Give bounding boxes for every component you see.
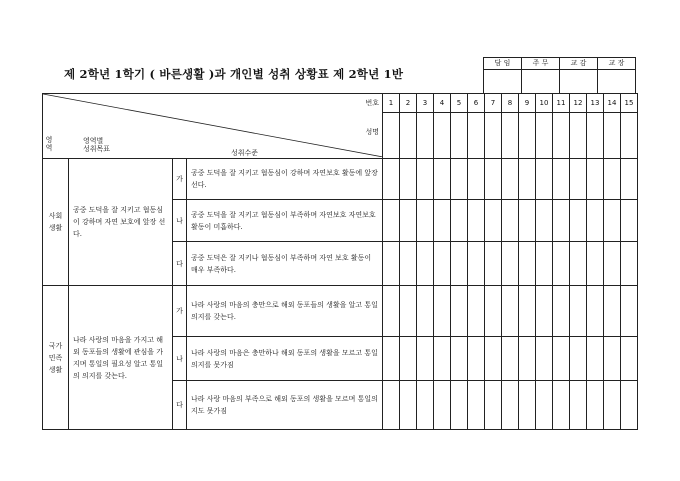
score-cell[interactable] xyxy=(553,381,570,430)
area-name: 국가 민족 생활 xyxy=(43,286,69,430)
score-cell[interactable] xyxy=(502,159,519,200)
score-cell[interactable] xyxy=(621,159,638,200)
name-cell[interactable] xyxy=(536,113,553,159)
level-description: 나라 사랑의 마음의 충만으로 해외 동포들의 생활을 알고 통일의지를 갖는다. xyxy=(187,286,383,337)
level-mark: 가 xyxy=(173,286,187,337)
level-description: 공중 도덕을 잘 지키고 협동심이 부족하며 자연보호 자연보호 활동이 미흡하다. xyxy=(187,200,383,242)
score-cell[interactable] xyxy=(485,159,502,200)
score-cell[interactable] xyxy=(519,381,536,430)
score-cell[interactable] xyxy=(434,159,451,200)
score-cell[interactable] xyxy=(604,242,621,286)
student-number: 11 xyxy=(553,94,570,113)
student-number: 14 xyxy=(604,94,621,113)
score-cell[interactable] xyxy=(502,381,519,430)
score-cell[interactable] xyxy=(519,242,536,286)
score-cell[interactable] xyxy=(570,381,587,430)
score-cell[interactable] xyxy=(587,286,604,337)
score-cell[interactable] xyxy=(587,159,604,200)
score-cell[interactable] xyxy=(485,200,502,242)
area-goal: 나라 사랑의 마음을 가지고 해외 동포들의 생활에 관심을 가지며 통일의 필요성 알고 통일의 의지를 갖는다. xyxy=(69,286,173,430)
score-cell[interactable] xyxy=(502,200,519,242)
name-cell[interactable] xyxy=(468,113,485,159)
score-cell[interactable] xyxy=(451,381,468,430)
approval-label: 주 무 xyxy=(522,58,560,70)
name-label: 성명 xyxy=(365,128,379,136)
level-description: 나라 사랑의 마음은 충만하나 해외 동포의 생활을 모르고 통일의지를 못가짐 xyxy=(187,337,383,381)
score-cell[interactable] xyxy=(587,200,604,242)
score-cell[interactable] xyxy=(502,286,519,337)
score-cell[interactable] xyxy=(536,159,553,200)
score-cell[interactable] xyxy=(451,286,468,337)
score-cell[interactable] xyxy=(400,242,417,286)
score-cell[interactable] xyxy=(553,337,570,381)
score-cell[interactable] xyxy=(621,200,638,242)
score-cell[interactable] xyxy=(434,242,451,286)
student-number: 9 xyxy=(519,94,536,113)
score-cell[interactable] xyxy=(519,200,536,242)
score-cell[interactable] xyxy=(451,159,468,200)
student-number: 7 xyxy=(485,94,502,113)
score-cell[interactable] xyxy=(434,200,451,242)
student-number: 2 xyxy=(400,94,417,113)
name-cell[interactable] xyxy=(519,113,536,159)
score-cell[interactable] xyxy=(485,337,502,381)
approval-label: 담 임 xyxy=(484,58,522,70)
level-mark: 가 xyxy=(173,159,187,200)
page-title: 제 2학년 1학기 ( 바른생활 )과 개인별 성취 상황표 제 2학년 1반 xyxy=(64,67,404,81)
student-number: 15 xyxy=(621,94,638,113)
name-cell[interactable] xyxy=(485,113,502,159)
score-cell[interactable] xyxy=(417,381,434,430)
score-cell[interactable] xyxy=(536,200,553,242)
score-cell[interactable] xyxy=(417,242,434,286)
score-cell[interactable] xyxy=(621,337,638,381)
score-cell[interactable] xyxy=(621,286,638,337)
approval-label: 교 장 xyxy=(598,58,636,70)
score-cell[interactable] xyxy=(468,286,485,337)
signature-cell[interactable] xyxy=(598,70,636,94)
score-cell[interactable] xyxy=(604,159,621,200)
score-cell[interactable] xyxy=(570,337,587,381)
score-cell[interactable] xyxy=(417,200,434,242)
name-cell[interactable] xyxy=(434,113,451,159)
student-number: 12 xyxy=(570,94,587,113)
score-cell[interactable] xyxy=(536,337,553,381)
score-cell[interactable] xyxy=(519,286,536,337)
score-cell[interactable] xyxy=(587,242,604,286)
student-number: 4 xyxy=(434,94,451,113)
level-description: 공중 도덕을 잘 지키고 협동심이 강하며 자연보호 활동에 앞장선다. xyxy=(187,159,383,200)
score-cell[interactable] xyxy=(383,242,400,286)
score-cell[interactable] xyxy=(434,337,451,381)
score-cell[interactable] xyxy=(519,159,536,200)
achievement-table xyxy=(42,93,638,430)
score-cell[interactable] xyxy=(434,381,451,430)
score-cell[interactable] xyxy=(536,381,553,430)
score-cell[interactable] xyxy=(400,200,417,242)
score-cell[interactable] xyxy=(604,337,621,381)
score-cell[interactable] xyxy=(383,200,400,242)
score-cell[interactable] xyxy=(383,286,400,337)
score-cell[interactable] xyxy=(417,337,434,381)
score-cell[interactable] xyxy=(553,159,570,200)
score-cell[interactable] xyxy=(553,242,570,286)
name-cell[interactable] xyxy=(502,113,519,159)
name-cell[interactable] xyxy=(621,113,638,159)
score-cell[interactable] xyxy=(587,337,604,381)
area-name: 사회 생활 xyxy=(43,159,69,286)
score-cell[interactable] xyxy=(621,242,638,286)
score-cell[interactable] xyxy=(485,286,502,337)
score-cell[interactable] xyxy=(383,159,400,200)
table-row xyxy=(43,286,638,337)
score-cell[interactable] xyxy=(536,242,553,286)
number-label: 번호 xyxy=(365,99,379,107)
name-cell[interactable] xyxy=(417,113,434,159)
level-description: 공중 도덕은 잘 지키나 협동심이 부족하며 자연 보호 활동이 매우 부족하다. xyxy=(187,242,383,286)
score-cell[interactable] xyxy=(604,200,621,242)
student-number: 10 xyxy=(536,94,553,113)
score-cell[interactable] xyxy=(383,381,400,430)
score-cell[interactable] xyxy=(400,286,417,337)
name-cell[interactable] xyxy=(400,113,417,159)
score-cell[interactable] xyxy=(451,337,468,381)
score-cell[interactable] xyxy=(468,242,485,286)
score-cell[interactable] xyxy=(587,381,604,430)
diagonal-header-cell xyxy=(43,94,383,159)
approval-box xyxy=(483,57,636,94)
score-cell[interactable] xyxy=(570,242,587,286)
name-cell[interactable] xyxy=(587,113,604,159)
score-cell[interactable] xyxy=(570,159,587,200)
score-cell[interactable] xyxy=(485,381,502,430)
score-cell[interactable] xyxy=(553,200,570,242)
score-cell[interactable] xyxy=(604,286,621,337)
score-cell[interactable] xyxy=(519,337,536,381)
level-mark: 나 xyxy=(173,337,187,381)
level-header: 성취수준 xyxy=(231,149,259,157)
level-mark: 다 xyxy=(173,381,187,430)
approval-label: 교 감 xyxy=(560,58,598,70)
table-row xyxy=(43,159,638,200)
level-description: 나라 사랑 마음의 부족으로 해외 동포의 생활을 모르며 통일의지도 못가짐 xyxy=(187,381,383,430)
level-mark: 나 xyxy=(173,200,187,242)
name-cell[interactable] xyxy=(451,113,468,159)
student-number: 1 xyxy=(383,94,400,113)
score-cell[interactable] xyxy=(536,286,553,337)
goal-header: 영역별 성취목표 xyxy=(83,137,111,153)
score-cell[interactable] xyxy=(570,286,587,337)
score-cell[interactable] xyxy=(417,286,434,337)
score-cell[interactable] xyxy=(502,242,519,286)
score-cell[interactable] xyxy=(485,242,502,286)
signature-cell[interactable] xyxy=(560,70,598,94)
area-header: 영 역 xyxy=(45,136,53,152)
score-cell[interactable] xyxy=(553,286,570,337)
student-number: 8 xyxy=(502,94,519,113)
score-cell[interactable] xyxy=(400,381,417,430)
score-cell[interactable] xyxy=(502,337,519,381)
student-number: 6 xyxy=(468,94,485,113)
score-cell[interactable] xyxy=(434,286,451,337)
score-cell[interactable] xyxy=(468,337,485,381)
score-cell[interactable] xyxy=(400,159,417,200)
score-cell[interactable] xyxy=(468,200,485,242)
score-cell[interactable] xyxy=(451,200,468,242)
score-cell[interactable] xyxy=(383,337,400,381)
score-cell[interactable] xyxy=(417,159,434,200)
score-cell[interactable] xyxy=(468,159,485,200)
level-mark: 다 xyxy=(173,242,187,286)
signature-cell[interactable] xyxy=(522,70,560,94)
name-cell[interactable] xyxy=(604,113,621,159)
signature-cell[interactable] xyxy=(484,70,522,94)
student-number: 5 xyxy=(451,94,468,113)
score-cell[interactable] xyxy=(468,381,485,430)
name-cell[interactable] xyxy=(570,113,587,159)
score-cell[interactable] xyxy=(621,381,638,430)
score-cell[interactable] xyxy=(400,337,417,381)
area-goal: 공중 도덕을 잘 지키고 협동심이 강하며 자연 보호에 앞장 선다. xyxy=(69,159,173,286)
student-number: 13 xyxy=(587,94,604,113)
student-number: 3 xyxy=(417,94,434,113)
name-cell[interactable] xyxy=(553,113,570,159)
score-cell[interactable] xyxy=(451,242,468,286)
name-cell[interactable] xyxy=(383,113,400,159)
score-cell[interactable] xyxy=(570,200,587,242)
score-cell[interactable] xyxy=(604,381,621,430)
